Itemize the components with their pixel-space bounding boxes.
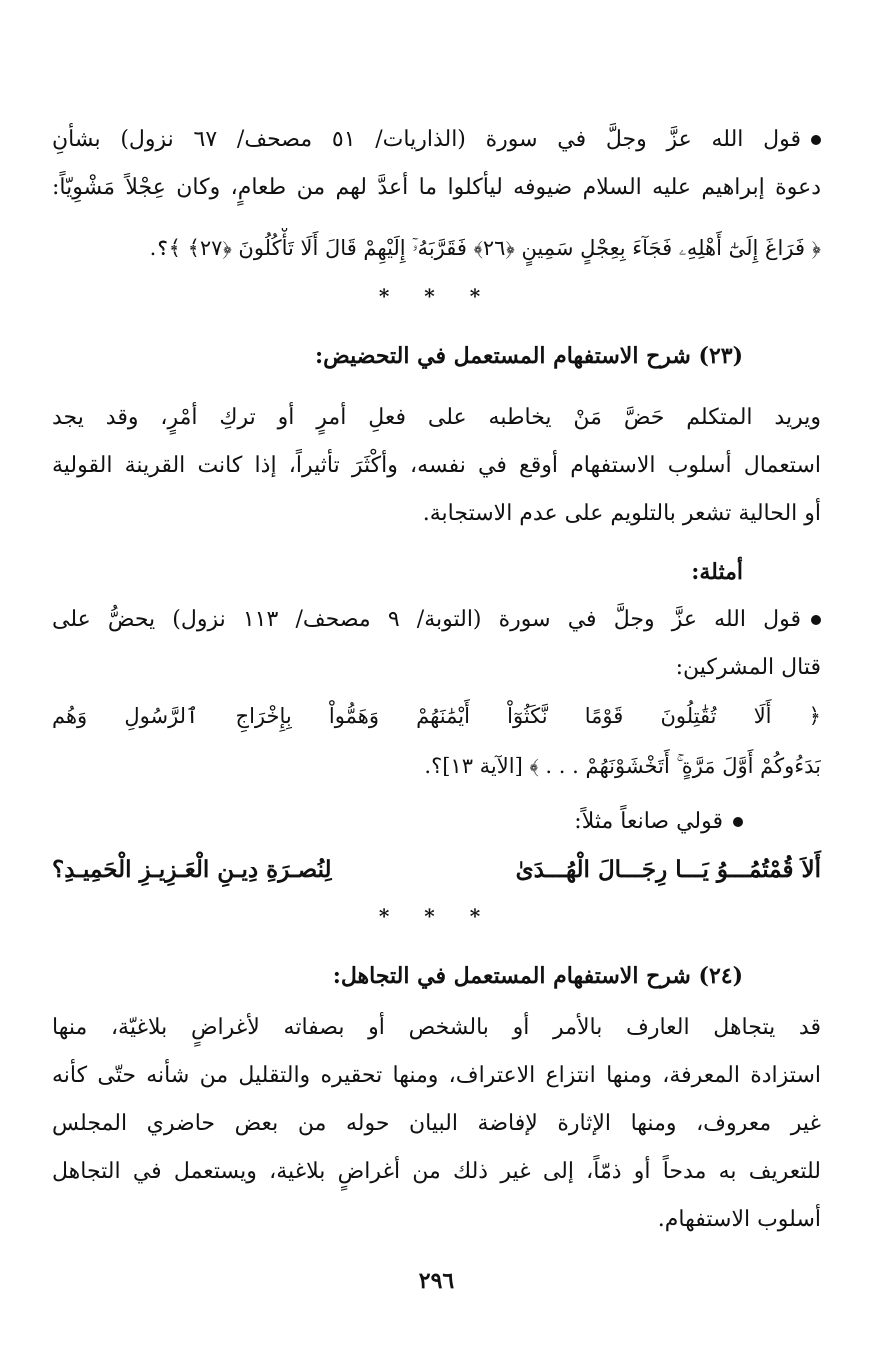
section-heading-23: (٢٣) شرح الاستفهام المستعمل في التحضيض: bbox=[315, 343, 743, 369]
paragraph-line: أو الحالية تشعر بالتلويم على عدم الاستجابة. bbox=[422, 501, 821, 526]
page-number: ٢٩٦ bbox=[418, 1268, 455, 1294]
line-text: قولي صانعاً مثلاً: bbox=[574, 809, 723, 834]
line-text: قول الله عزَّ وجلَّ في سورة (الذاريات/ ٥١ مصحف/ ٦٧ نزول) بشأنِ bbox=[52, 127, 801, 152]
paragraph-line: ويريد المتكلم حَضَّ مَنْ يخاطبه على فعلِ أمرٍ أو تركِ أمْرٍ، وقد يجد bbox=[52, 405, 821, 430]
quran-verse: ﴿ أَلَا تُقَٰتِلُونَ قَوْمًا نَّكَثُوٓاْ أَيْمَٰنَهُمْ وَهَمُّواْ بِإِخْرَاجِ ٱلرَّسُولِ وَهُم bbox=[52, 704, 821, 728]
paragraph-line: قد يتجاهل العارف بالأمر أو بالشخص أو بصفاته لأغراضٍ بلاغيّة، منها bbox=[52, 1015, 821, 1040]
quran-verse: بَدَءُوكُمْ أَوَّلَ مَرَّةٍ ۚ أَتَخْشَوْنَهُمْ . . . ﴾ [الآية ١٣]؟. bbox=[424, 754, 821, 778]
paragraph-line: أسلوب الاستفهام. bbox=[657, 1207, 821, 1232]
poem-hemistich-left: لِنُصـرَةِ دِيـنِ الْعَـزِيـزِ الْحَمِيـدِ؟ bbox=[52, 856, 332, 883]
paragraph-line: للتعريف به مدحاً أو ذمّاً، إلى غير ذلك من أغراضٍ بلاغية، ويستعمل في التجاهل bbox=[52, 1159, 821, 1184]
section-separator: * * * bbox=[378, 284, 495, 308]
paragraph-line: استزادة المعرفة، ومنها انتزاع الاعتراف، ومنها تحقيره والتقليل من شأنه حتّى كأنه bbox=[52, 1063, 821, 1088]
line-text: قول الله عزَّ وجلَّ في سورة (التوبة/ ٩ مصحف/ ١١٣ نزول) يحضُّ على bbox=[52, 607, 801, 632]
paragraph-line bbox=[52, 600, 821, 640]
quran-verse: ﴿ فَرَاغَ إِلَىٰٓ أَهْلِهِۦ فَجَآءَ بِعِجْلٍ سَمِينٍ ﴿٢٦﴾ فَقَرَّبَهُۥٓ إِلَيْهِمْ قَالَ أَلَا تَأْكُلُونَ ﴿٢٧﴾ ﴾؟. bbox=[149, 236, 821, 260]
section-separator: * * * bbox=[378, 904, 495, 928]
paragraph-line: غير معروف، ومنها الإثارة لإفاضة البيان حوله من بعض حاضري المجلس bbox=[52, 1111, 821, 1136]
paragraph-line bbox=[52, 120, 821, 160]
section-heading-24: (٢٤) شرح الاستفهام المستعمل في التجاهل: bbox=[332, 963, 743, 989]
examples-heading: أمثلة: bbox=[691, 559, 743, 585]
paragraph-line: قتال المشركين: bbox=[675, 655, 821, 680]
bullet-icon bbox=[811, 135, 821, 145]
bullet-icon bbox=[733, 817, 743, 827]
paragraph-line: استعمال أسلوب الاستفهام أوقع في نفسه، وأكْثَرَ تأثيراً، إذا كانت القرينة القولية bbox=[52, 453, 821, 478]
paragraph-line bbox=[52, 802, 743, 842]
bullet-icon bbox=[811, 615, 821, 625]
paragraph-line: دعوة إبراهيم عليه السلام ضيوفه ليأكلوا ما أعدَّ لهم من طعامٍ، وكان عِجْلاً مَشْوِيّاً: bbox=[52, 175, 821, 200]
poem-hemistich-right: أَلاَ قُمْتُمُـــوُ يَـــا رِجَـــالَ الْهُـــدَىٰ bbox=[515, 856, 821, 883]
